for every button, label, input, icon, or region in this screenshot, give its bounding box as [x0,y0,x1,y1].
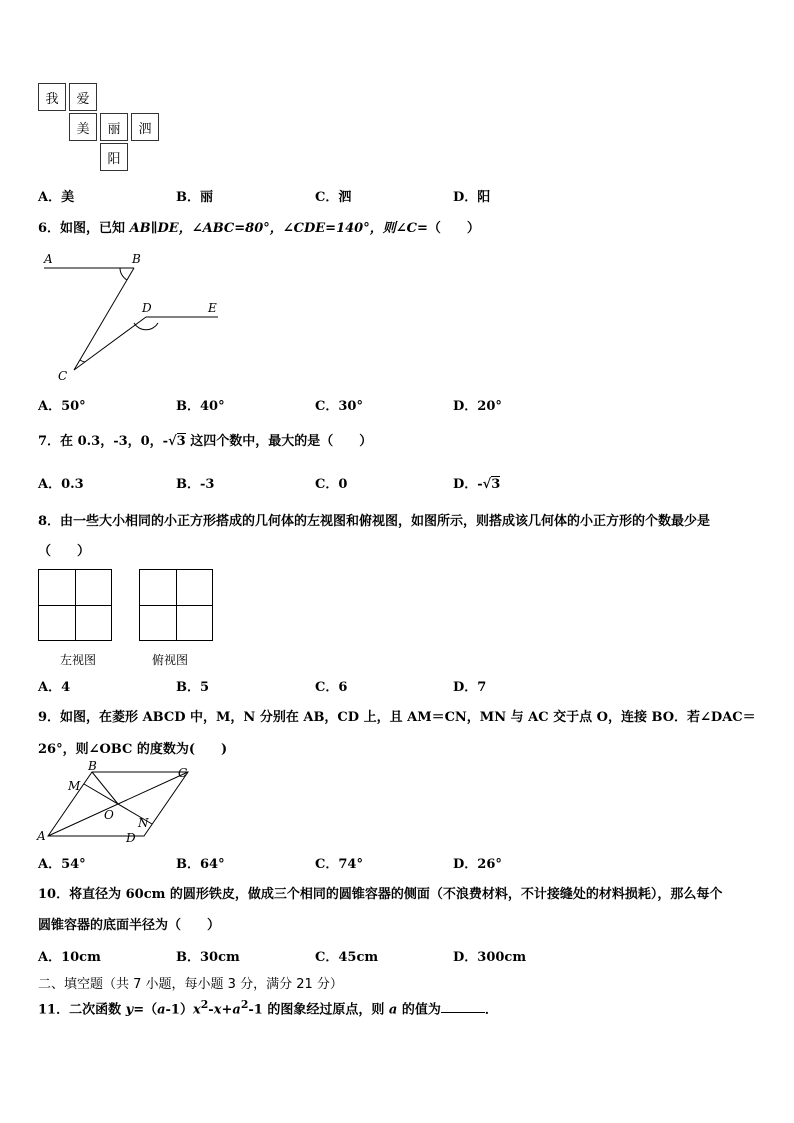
q11-mid2: - [208,1002,214,1018]
q9-figure [34,760,204,846]
q8-left-view-caption: 左视图 [60,653,97,667]
q9-option-a: A．54° [38,857,86,872]
q8-option-c: C．6 [315,680,348,695]
q11-stem [38,998,498,1017]
q7-option-c: C．0 [315,477,348,492]
q10-option-b: B．30cm [176,950,240,965]
q9-option-c: C．74° [315,857,363,872]
sqrt-symbol: √ [168,434,177,449]
q11-mid1: -1） [165,1002,193,1018]
q7-option-d-pre: D．- [453,477,483,492]
q8-top-view [139,569,213,641]
q7-option-d [453,473,500,492]
q11-mid3: + [221,1002,233,1018]
q7-stem-post: 这四个数中，最大的是（ ） [185,434,373,449]
q11-post: 的值为 [397,1002,441,1018]
sqrt-symbol: √ [482,477,492,492]
q9-option-b: B．64° [176,857,225,872]
q10-option-d: D．300cm [453,950,527,965]
q11-pre: 11．二次函数 [38,1002,126,1018]
q9-label-a: A [37,829,46,843]
q9-label-b: B [88,760,97,773]
net-cell-5: 泗 [131,113,159,141]
q10-option-a: A．10cm [38,950,101,965]
q8-stem-line2: （ ） [38,544,91,559]
q8-top-view-caption: 俯视图 [152,653,189,667]
q9-stem-line1: 9．如图，在菱形 ABCD 中，M，N 分别在 AB，CD 上，且 AM＝CN，MN 与 AC 交于点 O，连接 BO．若∠DAC＝ [38,710,756,725]
q11-end: ． [484,1002,498,1018]
q6-stem-pre: 6．如图，已知 [38,221,130,236]
q6-figure [38,248,228,388]
net-cell-1: 我 [38,83,66,111]
q9-label-n: N [138,816,149,830]
q10-option-c: C．45cm [315,950,379,965]
q6-stem-post: （ ） [427,221,480,236]
q7-stem-pre: 7．在 0.3，-3，0，- [38,434,169,449]
q11-a2: a [232,1002,241,1018]
q11-x2: x [213,1002,222,1018]
net-cell-4: 丽 [100,113,128,141]
q9-label-m: M [68,779,81,793]
q7-option-d-radicand: 3 [491,477,501,492]
q11-a3: a [388,1002,398,1018]
q7-radicand: 3 [176,434,186,449]
net-cell-3: 美 [69,113,97,141]
q6-option-c: C．30° [315,399,363,414]
q7-option-a: A．0.3 [38,477,84,492]
q5-option-d: D．阳 [453,190,491,205]
q10-stem-line2: 圆锥容器的底面半径为（ ） [38,918,221,933]
q8-option-b: B．5 [176,680,210,695]
q6-stem-math: AB∥DE，∠ABC=80°，∠CDE=140°，则∠C= [129,221,428,236]
q5-option-c: C．泗 [315,190,352,205]
q6-label-a: A [44,252,53,266]
q6-label-d: D [142,301,152,315]
q11-func-y: y [125,1002,134,1018]
section2-heading: 二、填空题（共 7 小题，每小题 3 分，满分 21 分） [38,977,343,992]
q9-label-o: O [104,808,114,822]
q6-option-a: A．50° [38,399,86,414]
q7-option-b: B．-3 [176,477,215,492]
q11-eq: =（ [133,1002,158,1018]
q11-sup2a: 2 [200,998,209,1011]
net-cell-2: 爱 [69,83,97,111]
q7-stem [38,430,372,449]
q8-option-a: A．4 [38,680,71,695]
q6-label-b: B [132,252,141,266]
q8-option-d: D．7 [453,680,487,695]
q8-stem-line1: 8．由一些大小相同的小正方形搭成的几何体的左视图和俯视图，如图所示，则搭成该几何体的小正方形的个数最少是 [38,514,711,529]
q6-label-c: C [58,369,68,383]
q6-stem [38,217,480,236]
q11-sup2b: 2 [240,998,249,1011]
net-cell-6: 阳 [100,143,128,171]
q9-option-d: D．26° [453,857,502,872]
q11-x1: x [192,1002,201,1018]
q5-option-b: B．丽 [176,190,213,205]
q11-a1: a [157,1002,166,1018]
q6-option-b: B．40° [176,399,225,414]
q9-stem-line2: 26°，则∠OBC 的度数为( ) [38,742,228,757]
q8-left-view [38,569,112,641]
q11-mid4: -1 的图象经过原点，则 [248,1002,389,1018]
q11-answer-blank [441,1000,485,1013]
q9-label-c: C [178,766,188,780]
q9-label-d: D [126,831,136,845]
q6-label-e: E [208,301,217,315]
q5-option-a: A．美 [38,190,75,205]
q10-stem-line1: 10．将直径为 60cm 的圆形铁皮，做成三个相同的圆锥容器的侧面（不浪费材料，不计接缝处的材料损耗），那么每个 [38,887,723,902]
q6-option-d: D．20° [453,399,502,414]
